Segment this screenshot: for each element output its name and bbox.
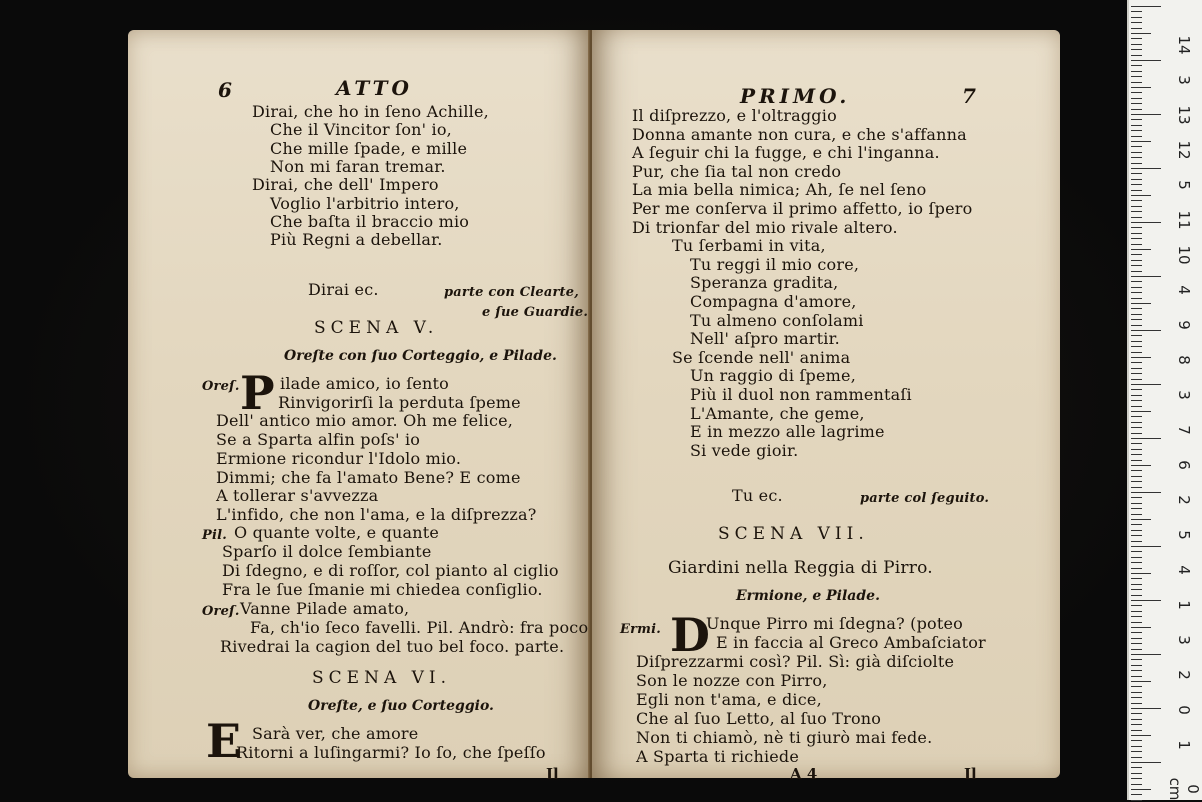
stage-direction: e ſue Guardie. <box>482 305 589 320</box>
left-page <box>128 30 590 783</box>
verse-line: Fra le ſue ſmanie mi chiedea conſiglio. <box>222 580 543 599</box>
ruler-tick <box>1131 227 1142 228</box>
ruler-tick <box>1131 541 1142 542</box>
stage-direction: Oreſte, e ſuo Corteggio. <box>308 698 494 714</box>
ruler-tick <box>1131 627 1151 628</box>
ruler-tick <box>1131 141 1151 142</box>
stage-direction: parte col ſeguito. <box>860 491 990 506</box>
ruler-tick <box>1131 238 1142 239</box>
ruler-label: 1 <box>1175 740 1193 750</box>
catchword: Il <box>964 765 977 783</box>
ruler-tick <box>1131 200 1142 201</box>
verse-line: Tu reggi il mio core, <box>690 254 860 274</box>
drop-capital: P <box>240 366 275 420</box>
verse-line: Dirai, che ho in ſeno Achille, <box>252 102 489 121</box>
ruler-label: 5 <box>1175 530 1193 540</box>
verse-line: Se ſcende nell' anima <box>672 347 851 367</box>
scene-heading: SCENA VII. <box>718 524 869 544</box>
verse-line: Dirai, che dell' Impero <box>252 175 439 195</box>
verse-line: ilade amico, io ſento <box>280 374 449 393</box>
ruler-tick <box>1131 519 1151 520</box>
ruler-tick <box>1131 341 1142 342</box>
verse-line: Nell' aſpro martir. <box>690 329 840 349</box>
ruler-tick <box>1131 713 1142 714</box>
ruler-tick <box>1131 211 1142 212</box>
ruler-tick <box>1131 400 1142 401</box>
verse-line: Se a Sparta alfin poſs' io <box>216 430 421 450</box>
verse-line: Speranza gradita, <box>690 273 839 293</box>
ruler-tick <box>1131 292 1142 293</box>
verse-line: Di ſdegno, e di roſſor, col pianto al ciglio <box>222 561 559 580</box>
ruler-tick <box>1131 767 1142 768</box>
ruler-tick <box>1131 130 1142 131</box>
ruler-tick <box>1131 703 1142 704</box>
ruler-tick <box>1131 60 1161 61</box>
ruler-tick <box>1131 184 1142 185</box>
signature-mark: A 4 <box>790 765 818 783</box>
ruler-tick <box>1131 654 1161 655</box>
ruler-tick <box>1131 119 1142 120</box>
ruler-tick <box>1131 762 1161 763</box>
ruler-tick <box>1131 271 1142 272</box>
page-number: 7 <box>962 84 976 108</box>
ruler-tick <box>1131 217 1142 218</box>
verse-line: Che mille ſpade, e mille <box>270 138 468 158</box>
ruler-label: 4 <box>1175 285 1193 295</box>
ruler-tick <box>1131 470 1142 471</box>
ruler-tick <box>1131 773 1142 774</box>
verse-line: Pur, che ſia tal non credo <box>632 161 842 181</box>
ruler-tick <box>1131 735 1151 736</box>
ruler-tick <box>1131 298 1142 299</box>
verse-line: O quante volte, e quante <box>234 523 440 542</box>
ruler-tick <box>1131 325 1142 326</box>
verse-line: Che al ſuo Letto, al ſuo Trono <box>636 709 882 728</box>
ruler-label: 2 <box>1175 670 1193 680</box>
ruler-tick <box>1131 287 1142 288</box>
ruler-tick <box>1131 784 1142 785</box>
ruler-tick <box>1131 562 1142 563</box>
ruler-tick <box>1131 103 1142 104</box>
verse-line: Il diſprezzo, e l'oltraggio <box>632 106 837 125</box>
ruler-tick <box>1131 190 1142 191</box>
ruler-tick <box>1131 49 1142 50</box>
ruler-tick <box>1131 589 1142 590</box>
ruler-tick <box>1131 319 1142 320</box>
ruler-tick <box>1131 708 1161 709</box>
ruler-tick <box>1131 460 1142 461</box>
ruler-tick <box>1131 638 1142 639</box>
verse-line: Son le nozze con Pirro, <box>636 671 828 690</box>
ruler-tick <box>1131 497 1142 498</box>
verse-line: Dirai ec. <box>308 280 379 299</box>
ruler-tick <box>1131 330 1161 331</box>
ruler-tick <box>1131 757 1142 758</box>
verse-line: Compagna d'amore, <box>690 292 857 311</box>
verse-line: E in faccia al Greco Ambaſciator <box>716 633 986 652</box>
ruler-tick <box>1131 568 1142 569</box>
speaker-label: Oreſ. <box>202 379 240 394</box>
ruler-tick <box>1131 352 1142 353</box>
running-head: ATTO <box>336 76 413 100</box>
ruler-tick <box>1131 109 1142 110</box>
verse-line: E in mezzo alle lagrime <box>690 422 885 442</box>
ruler-tick <box>1131 163 1142 164</box>
verse-line: Tu ec. <box>732 486 783 505</box>
ruler-tick <box>1131 71 1142 72</box>
ruler-tick <box>1131 584 1142 585</box>
scene-heading: SCENA VI. <box>312 668 452 688</box>
ruler-tick <box>1131 670 1142 671</box>
ruler-tick <box>1131 746 1142 747</box>
ruler-label: 4 <box>1175 565 1193 575</box>
ruler-tick <box>1131 611 1142 612</box>
verse-line: Ermione ricondur l'Idolo mio. <box>216 448 462 468</box>
ruler-tick <box>1131 308 1142 309</box>
ruler-tick <box>1131 44 1142 45</box>
ruler-tick <box>1131 443 1142 444</box>
ruler-tick <box>1131 179 1142 180</box>
ruler-tick <box>1131 492 1161 493</box>
ruler-tick <box>1131 595 1142 596</box>
ruler-tick <box>1131 276 1161 277</box>
ruler-label: 7 <box>1175 425 1193 435</box>
speaker-label: Oreſ. <box>202 604 240 619</box>
stage-direction: parte con Clearte, <box>444 285 579 300</box>
ruler-tick <box>1131 233 1142 234</box>
speaker-label: Ermi. <box>620 622 661 637</box>
verse-line: Sparſo il dolce ſembiante <box>222 542 432 561</box>
ruler-tick <box>1131 406 1142 407</box>
ruler-label: 1 <box>1175 600 1193 610</box>
ruler-tick <box>1131 146 1142 147</box>
verse-line: Tu almeno conſolami <box>690 310 864 330</box>
ruler-tick <box>1131 794 1142 795</box>
verse-line: Donna amante non cura, e che s'affanna <box>632 124 967 144</box>
ruler-tick <box>1131 195 1151 196</box>
ruler-tick <box>1131 600 1161 601</box>
verse-line: Non ti chiamò, nè ti giurò mai fede. <box>636 728 933 747</box>
verse-line: Tu ſerbami in vita, <box>672 236 826 256</box>
ruler-label: 3 <box>1175 75 1193 85</box>
ruler-tick <box>1131 481 1142 482</box>
verse-line: Più Regni a debellar. <box>270 230 443 250</box>
ruler-tick <box>1131 65 1142 66</box>
ruler-tick <box>1131 173 1142 174</box>
verse-line: Voglio l'arbitrio intero, <box>270 193 460 213</box>
verse-line: Si vede gioir. <box>690 440 799 460</box>
ruler-tick <box>1131 800 1142 801</box>
ruler-tick <box>1131 676 1142 677</box>
ruler-tick <box>1131 281 1142 282</box>
catchword: Il <box>546 765 559 783</box>
ruler-tick <box>1131 724 1142 725</box>
ruler-tick <box>1131 449 1142 450</box>
ruler-tick <box>1131 557 1142 558</box>
ruler-tick <box>1131 114 1161 115</box>
verse-line: Un raggio di ſpeme, <box>690 366 856 386</box>
ruler-tick <box>1131 546 1161 547</box>
verse-line: Per me conſerva il primo affetto, io ſpero <box>632 199 973 218</box>
ruler-tick <box>1131 411 1151 412</box>
verse-line: Dimmi; che fa l'amato Bene? E come <box>216 467 521 487</box>
ruler-tick <box>1131 368 1142 369</box>
ruler-tick <box>1131 384 1161 385</box>
ruler-label: 3 <box>1175 635 1193 645</box>
ruler-tick <box>1131 465 1151 466</box>
ruler-label: 2 <box>1175 495 1193 505</box>
ruler-tick <box>1131 416 1142 417</box>
ruler-tick <box>1131 751 1142 752</box>
ruler-tick <box>1131 152 1142 153</box>
ruler-tick <box>1131 622 1142 623</box>
verse-line: Sarà ver, che amore <box>252 724 419 743</box>
ruler-tick <box>1131 6 1161 7</box>
setting-line: Giardini nella Reggia di Pirro. <box>668 558 933 578</box>
verse-line: A Sparta ti richiede <box>636 747 800 766</box>
ruler-tick <box>1131 395 1142 396</box>
verse-line: Ritorni a luſingarmi? Io ſo, che ſpeſſo <box>236 743 546 762</box>
ruler-tick <box>1131 222 1161 223</box>
ruler-tick <box>1131 551 1142 552</box>
ruler-label: 0 cm <box>1166 777 1202 801</box>
ruler-label: 8 <box>1175 355 1193 365</box>
ruler-tick <box>1131 11 1142 12</box>
ruler-label: 11 <box>1175 210 1193 230</box>
ruler-tick <box>1131 55 1142 56</box>
verse-line: Rinvigorirſi la perduta ſpeme <box>278 392 521 412</box>
ruler-tick <box>1131 168 1161 169</box>
ruler-tick <box>1131 314 1142 315</box>
speaker-label: Pil. <box>202 528 227 543</box>
ruler-tick <box>1131 514 1142 515</box>
ruler-tick <box>1131 357 1151 358</box>
ruler-tick <box>1131 427 1142 428</box>
running-head: PRIMO. <box>740 84 851 108</box>
ruler-tick <box>1131 22 1142 23</box>
verse-line: Più il duol non rammentaſi <box>690 385 912 404</box>
verse-line: Rivedrai la cagion del tuo bel foco. parte. <box>220 637 565 656</box>
ruler-tick <box>1131 789 1151 790</box>
right-page <box>592 30 1060 783</box>
ruler-tick <box>1131 665 1142 666</box>
ruler-tick <box>1131 38 1142 39</box>
ruler-tick <box>1131 136 1142 137</box>
ruler-tick <box>1131 362 1142 363</box>
verse-line: Fa, ch'io ſeco favelli. Pil. Andrò: fra poco <box>250 618 589 637</box>
verse-line: Diſprezzarmi così? Pil. Sì: già diſciolte <box>636 652 955 671</box>
verse-line: Vanne Pilade amato, <box>240 599 410 618</box>
ruler-tick <box>1131 433 1142 434</box>
ruler-tick <box>1131 730 1142 731</box>
ruler-tick <box>1131 244 1142 245</box>
verse-line: L'infido, che non l'ama, e la diſprezza? <box>216 504 537 524</box>
verse-line: L'Amante, che geme, <box>690 403 865 423</box>
ruler-tick <box>1131 659 1142 660</box>
verse-line: Unque Pirro mi ſdegna? (poteo <box>706 614 963 633</box>
ruler-tick <box>1131 605 1142 606</box>
ruler-label: 6 <box>1175 460 1193 470</box>
ruler-tick <box>1131 535 1142 536</box>
ruler-tick <box>1131 260 1142 261</box>
ruler-tick <box>1131 697 1142 698</box>
ruler-tick <box>1131 157 1142 158</box>
ruler-tick <box>1131 335 1142 336</box>
ruler-label: 10 <box>1175 245 1193 265</box>
ruler-tick <box>1131 524 1142 525</box>
ruler-tick <box>1131 740 1142 741</box>
ruler-tick <box>1131 82 1142 83</box>
drop-capital: E <box>206 714 242 768</box>
ruler-label: 0 <box>1175 705 1193 715</box>
drop-capital: D <box>670 608 710 662</box>
ruler-label: 5 <box>1175 180 1193 190</box>
ruler-tick <box>1131 379 1142 380</box>
verse-line: La mia bella nimica; Ah, ſe nel ſeno <box>632 180 927 200</box>
ruler-tick <box>1131 686 1142 687</box>
ruler-tick <box>1131 503 1142 504</box>
ruler-tick <box>1131 249 1151 250</box>
verse-line: Di trionfar del mio rivale altero. <box>632 217 898 237</box>
ruler-tick <box>1131 17 1142 18</box>
ruler-tick <box>1131 778 1142 779</box>
page-number: 6 <box>218 78 232 102</box>
ruler-tick <box>1131 206 1142 207</box>
ruler-tick <box>1131 373 1142 374</box>
ruler-tick <box>1131 616 1142 617</box>
ruler-tick <box>1131 719 1142 720</box>
ruler-tick <box>1131 438 1161 439</box>
ruler-tick <box>1131 487 1142 488</box>
verse-line: Dell' antico mio amor. Oh me felice, <box>216 411 514 431</box>
stage-direction: Ermione, e Pilade. <box>736 588 880 604</box>
ruler-tick <box>1131 649 1142 650</box>
ruler-tick <box>1131 422 1142 423</box>
verse-line: Non mi faran tremar. <box>270 156 446 176</box>
ruler-tick <box>1131 573 1151 574</box>
ruler-label: 12 <box>1175 140 1193 160</box>
ruler-tick <box>1131 454 1142 455</box>
ruler-tick <box>1131 33 1151 34</box>
ruler-tick <box>1131 265 1142 266</box>
ruler-label: 13 <box>1175 105 1193 125</box>
ruler-tick <box>1131 632 1142 633</box>
verse-line: Che il Vincitor ſon' io, <box>270 120 452 140</box>
ruler-tick <box>1131 87 1151 88</box>
verse-line: A tollerar s'avvezza <box>216 486 379 506</box>
ruler-tick <box>1131 578 1142 579</box>
verse-line: Egli non t'ama, e dice, <box>636 690 822 709</box>
ruler-tick <box>1131 98 1142 99</box>
verse-line: Che baſta il braccio mio <box>270 211 470 231</box>
ruler-tick <box>1131 389 1142 390</box>
ruler-tick <box>1131 303 1151 304</box>
ruler-label: 9 <box>1175 320 1193 330</box>
ruler-tick <box>1131 508 1142 509</box>
ruler-tick <box>1131 92 1142 93</box>
ruler-tick <box>1131 476 1142 477</box>
verse-line: A ſeguir chi la fugge, e chi l'inganna. <box>632 143 940 163</box>
ruler-label: 14 <box>1175 35 1193 55</box>
ruler-tick <box>1131 76 1142 77</box>
ruler-tick <box>1131 692 1142 693</box>
ruler-tick <box>1131 530 1142 531</box>
ruler-tick <box>1131 346 1142 347</box>
ruler-tick <box>1131 125 1142 126</box>
ruler-label: 3 <box>1175 390 1193 400</box>
stage-direction: Oreſte con ſuo Corteggio, e Pilade. <box>284 348 557 364</box>
ruler-tick <box>1131 254 1142 255</box>
scene-heading: SCENA V. <box>314 318 439 338</box>
ruler-tick <box>1131 28 1142 29</box>
ruler-tick <box>1131 643 1142 644</box>
ruler-tick <box>1131 681 1151 682</box>
measurement-ruler <box>1127 0 1202 800</box>
